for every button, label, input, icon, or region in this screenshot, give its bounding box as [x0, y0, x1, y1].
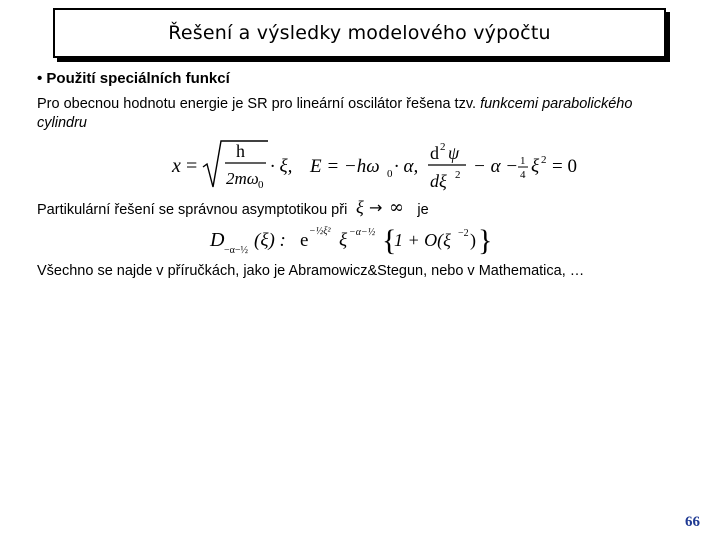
eq2-one-plus: 1 + O(ξ — [394, 230, 451, 250]
eq1-num-h: h — [236, 141, 245, 161]
slide-title: Řešení a výsledky modelového výpočtu — [168, 22, 551, 44]
eq2-D-sub: −α−½ — [224, 245, 249, 256]
eq1-dxi: dξ — [430, 171, 447, 191]
equation-oscillator-svg — [170, 137, 590, 195]
partial-text-b: je — [417, 202, 429, 218]
eq1-E-sub: 0 — [387, 168, 393, 180]
eq2-brace-close: } — [478, 224, 493, 257]
intro-paragraph — [37, 95, 677, 133]
partial-solution-line — [37, 199, 429, 218]
slide-title-box — [53, 8, 666, 58]
asym-infinity: ∞ — [389, 197, 405, 218]
eq2-O-sup: −2 — [458, 228, 469, 239]
eq1-quarter-den: 4 — [520, 169, 526, 181]
equation-parabolic-cylinder — [208, 222, 498, 267]
eq2-e-sup: −½ξ² — [309, 226, 331, 237]
eq1-quarter-num: 1 — [520, 155, 526, 167]
eq1-den: 2mω — [226, 169, 259, 188]
eq1-d2: d — [430, 143, 439, 163]
eq1-xi2-sup: 2 — [541, 154, 547, 166]
equation-oscillator — [170, 137, 590, 200]
eq1-minus-alpha: − α − — [473, 156, 519, 177]
partial-text-a: Partikulární řešení se správnou asymptotikou při — [37, 202, 348, 218]
eq1-zero: = 0 — [552, 156, 577, 177]
eq2-arg: (ξ) : — [254, 230, 286, 251]
eq2-close-paren: ) — [470, 230, 476, 250]
eq1-E-term: E = −hω — [310, 156, 380, 177]
references-line: Všechno se najde v příručkách, jako je Abramowicz&Stegun, nebo v Mathematica, … — [37, 263, 585, 279]
eq2-brace-open: { — [382, 224, 397, 257]
eq1-psi: ψ — [448, 143, 460, 163]
eq1-equals: = — [186, 155, 198, 177]
equation-parabolic-svg — [208, 222, 498, 262]
intro-text: Pro obecnou hodnotu energie je SR pro lineární oscilátor řešena tzv. — [37, 96, 481, 112]
eq1-E-tail: · α, — [394, 156, 419, 177]
eq2-D: D — [210, 229, 225, 251]
eq1-den-sub: 0 — [258, 179, 264, 191]
intro-italic-term: funkcemi parabolického cylindru — [37, 96, 633, 131]
asym-arrow: → — [369, 198, 383, 217]
eq1-xi-term: · ξ, — [270, 156, 293, 177]
bullet-heading: • Použití speciálních funkcí — [37, 70, 230, 87]
eq2-e: e — [300, 230, 309, 251]
eq1-dxi-sup: 2 — [455, 169, 461, 181]
asym-xi: ξ — [356, 197, 365, 217]
asymptotic-condition — [351, 199, 413, 217]
eq2-xi: ξ — [339, 230, 348, 251]
eq1-xi2: ξ — [531, 156, 540, 177]
page-number: 66 — [685, 514, 700, 530]
eq1-d2-sup: 2 — [440, 141, 446, 153]
asymptotic-svg — [351, 196, 413, 218]
eq2-xi-sup: −α−½ — [349, 227, 376, 238]
eq1-x: x — [172, 155, 181, 177]
